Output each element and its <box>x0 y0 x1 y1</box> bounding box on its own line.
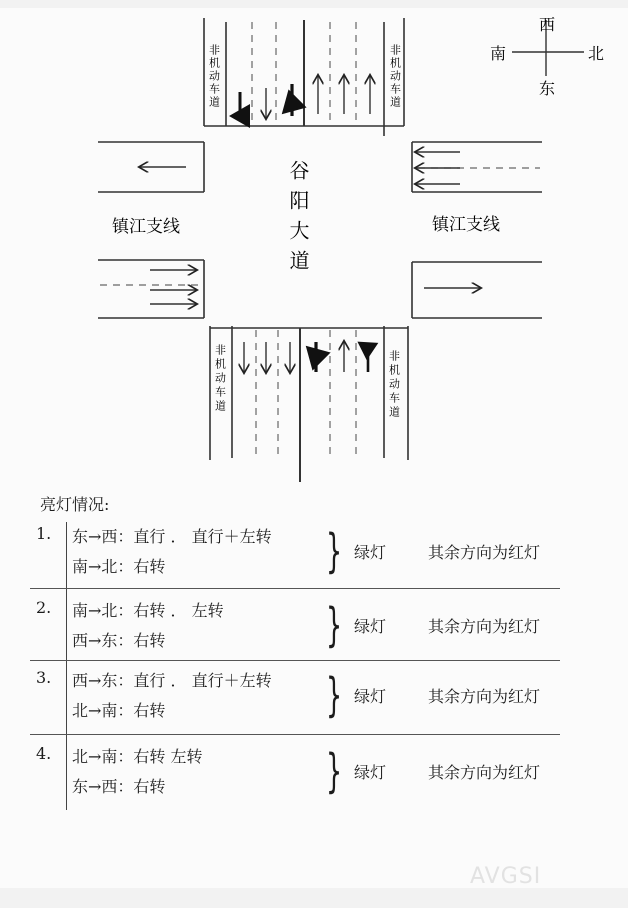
other-directions-label: 其余方向为红灯 <box>428 763 541 782</box>
south-left-bike-lane-label: 非机动车道 <box>213 344 227 414</box>
phase-line-2: 南→北：右转 <box>72 557 166 576</box>
straight-left-arrow-icon <box>284 84 292 116</box>
other-directions-label: 其余方向为红灯 <box>428 617 541 636</box>
row-divider <box>30 588 560 589</box>
brace-icon: } <box>326 524 343 578</box>
list-item <box>36 668 562 732</box>
row-divider <box>30 734 560 735</box>
compass-east-label: 东 <box>539 79 556 98</box>
green-light-label: 绿灯 <box>354 763 387 782</box>
west-cross-road-label: 镇江支线 <box>112 217 180 237</box>
phase-number: 1. <box>36 524 52 543</box>
list-item <box>36 744 562 808</box>
phase-line-1: 北→南：右转 左转 <box>72 747 203 766</box>
right-turn-arrow-icon <box>368 344 376 372</box>
brace-icon: } <box>326 744 343 798</box>
phase-line-1: 西→东：直行 ． 直行＋左转 <box>72 671 272 690</box>
phase-line-2: 西→东：右转 <box>72 631 166 650</box>
watermark: AVGSI <box>470 864 542 889</box>
green-light-label: 绿灯 <box>354 617 387 636</box>
east-cross-road-label: 镇江支线 <box>432 215 500 235</box>
compass-north-label: 北 <box>588 44 605 63</box>
list-item <box>36 524 562 588</box>
main-road-label: 谷阳大道 <box>286 160 310 280</box>
intersection-diagram <box>0 8 628 488</box>
phase-line-2: 北→南：右转 <box>72 701 166 720</box>
north-left-bike-lane-label: 非机动车道 <box>207 44 221 109</box>
phase-number: 2. <box>36 598 52 617</box>
south-right-bike-lane-label: 非机动车道 <box>387 350 401 420</box>
phase-number: 3. <box>36 668 52 687</box>
green-light-label: 绿灯 <box>354 687 387 706</box>
north-right-bike-lane-label: 非机动车道 <box>388 44 402 109</box>
compass-south-label: 南 <box>490 44 507 63</box>
green-light-label: 绿灯 <box>354 543 387 562</box>
phase-line-2: 东→西：右转 <box>72 777 166 796</box>
list-item <box>36 598 562 662</box>
phase-line-1: 南→北：右转 ． 左转 <box>72 601 224 620</box>
phase-number: 4. <box>36 744 52 763</box>
paper-sheet <box>0 8 628 888</box>
turn-arrow-icon <box>232 92 240 116</box>
brace-icon: } <box>326 668 343 722</box>
row-divider <box>30 660 560 661</box>
brace-icon: } <box>326 598 343 652</box>
phase-line-1: 东→西：直行 ． 直行＋左转 <box>72 527 272 546</box>
other-directions-label: 其余方向为红灯 <box>428 687 541 706</box>
compass-west-label: 西 <box>539 15 556 34</box>
lights-title: 亮灯情况: <box>40 495 110 514</box>
straight-left-arrow-icon <box>308 342 316 372</box>
other-directions-label: 其余方向为红灯 <box>428 543 541 562</box>
